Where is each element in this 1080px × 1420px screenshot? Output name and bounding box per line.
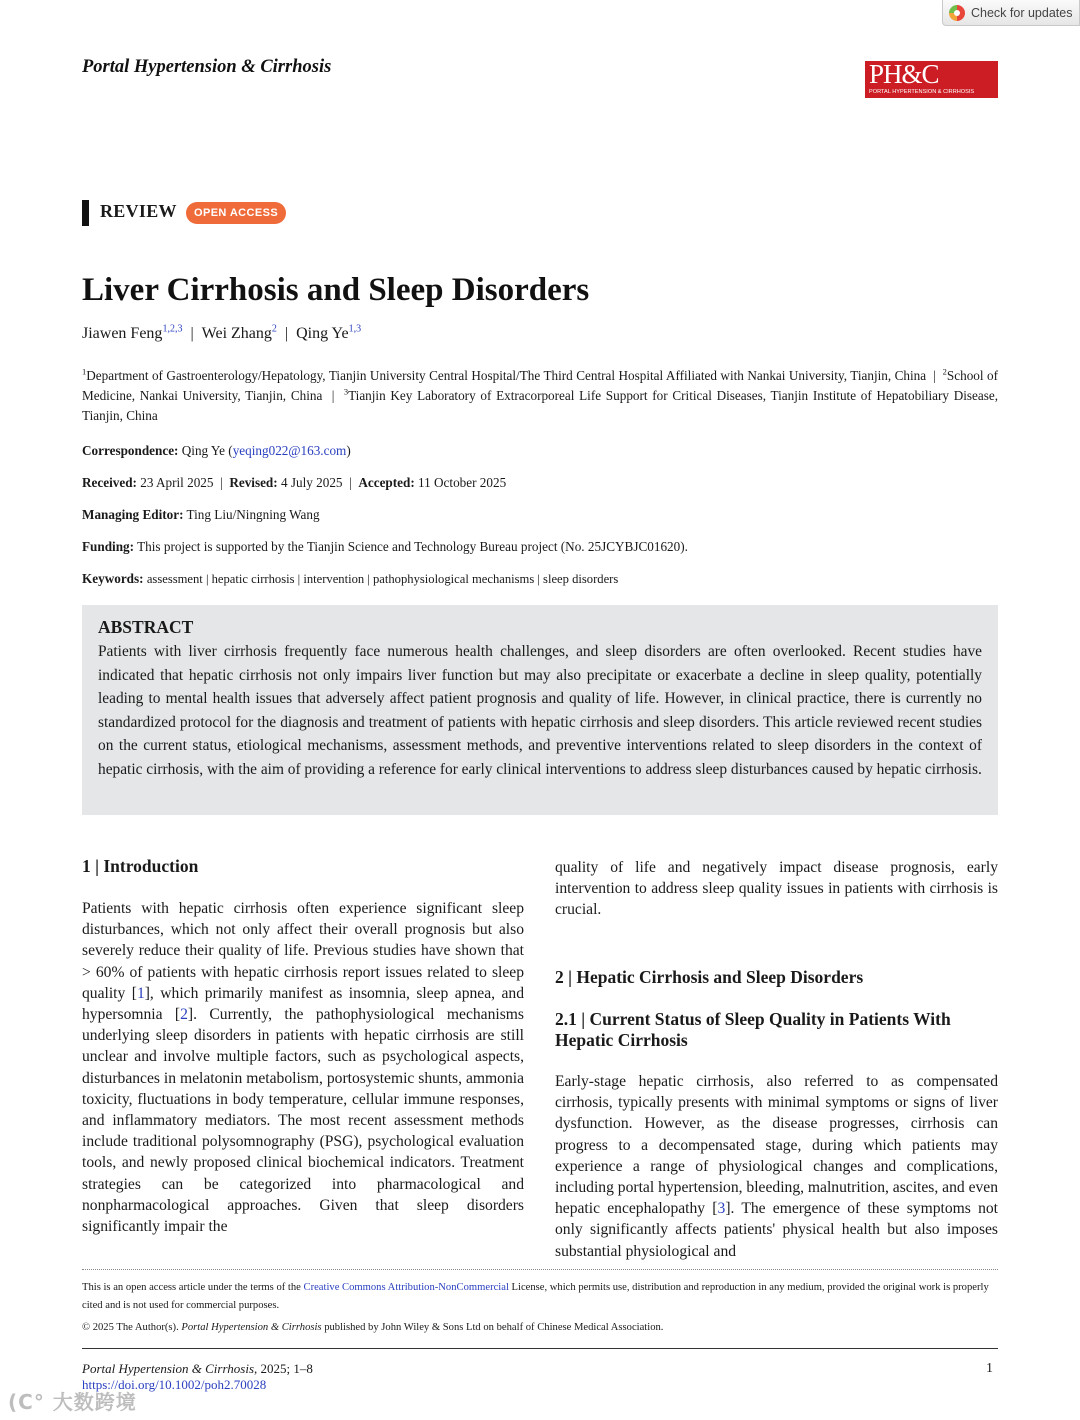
author-list [82, 325, 361, 343]
reference-link[interactable]: 1 [136, 984, 145, 1002]
license-note [82, 1279, 998, 1315]
author-name[interactable]: Qing Ye [296, 325, 349, 342]
paragraph-text: Patients with hepatic cirrhosis often experience significant sleep disturbances, which not only affect their overall prognosis but also severely reduce their quality of life. Previous studies have shown that > 60% of patients with hepatic cirrhosis report issues related to sleep quality [ [82, 900, 524, 1002]
footnote-divider [82, 1269, 998, 1270]
managing-editor-label: Managing Editor: [82, 507, 184, 522]
author-affiliation[interactable]: 1,2,3 [162, 323, 183, 335]
author-name[interactable]: Jiawen Feng [82, 325, 163, 342]
section-2-heading: 2 | Hepatic Cirrhosis and Sleep Disorders [555, 967, 864, 987]
keywords-label: Keywords: [82, 571, 144, 586]
abstract-box [82, 605, 998, 815]
article-type: REVIEW [100, 201, 177, 221]
section-1-body [82, 898, 524, 1237]
article-title: Liver Cirrhosis and Sleep Disorders [82, 272, 590, 308]
revised-date: 4 July 2025 [280, 475, 343, 490]
keywords [82, 571, 618, 587]
section-1-continuation [555, 857, 998, 921]
managing-editor [82, 507, 320, 523]
affiliation-1: Department of Gastroenterology/Hepatology, Tianjin University Central Hospital/The Third Central Hospital Affiliated with Nankai University, Tianjin, China [86, 368, 927, 383]
doi-link[interactable]: https://doi.org/10.1002/poh2.70028 [82, 1377, 267, 1392]
section-1-heading: 1 | Introduction [82, 856, 199, 876]
received-label: Received: [82, 475, 137, 490]
paragraph-text: quality of life and negatively impact disease prognosis, early intervention to address sleep quality issues in patients with cirrhosis is crucial. [555, 859, 998, 919]
abstract-heading: ABSTRACT [98, 617, 194, 637]
author-affiliation[interactable]: 1,3 [348, 323, 362, 335]
paragraph-text: Early-stage hepatic cirrhosis, also referred to as compensated cirrhosis, typically presents with minimal symptoms or signs of liver dysfunction. However, as the disease progresses, cirrhosis can progress to a decompensated stage, during which patients may experience a range of physiological changes and complications, including portal hypertension, bleeding, malnutrition, ascites, and even hepatic encephalopathy [ [555, 1073, 999, 1218]
check-for-updates-button[interactable] [942, 0, 1080, 26]
received-date: 23 April 2025 [140, 475, 214, 490]
author-separator: | [284, 325, 289, 342]
logo-subtext: PORTAL HYPERTENSION & CIRRHOSIS [869, 89, 975, 95]
revised-label: Revised: [229, 475, 278, 490]
funding-value: This project is supported by the Tianjin Science and Technology Bureau project (No. 25JCYBJC01620). [137, 539, 688, 554]
footer-citation [82, 1361, 313, 1377]
keywords-value: assessment | hepatic cirrhosis | intervention | pathophysiological mechanisms | sleep disorders [146, 572, 619, 586]
paragraph-text: ]. Currently, the pathophysiological mechanisms underlying sleep disorders in patients with hepatic cirrhosis are still unclear and involve multiple factors, such as psychological aspects, disturbances in melatonin metabolism, portosystemic shunts, ammonia toxicity, fluctuations in body temperature, cellular immune responses, and inflammatory mediators. The most recent assessment methods include traditional polysomnography (PSG), psychological evaluation tools, and newly proposed clinical biochemical indicators. Treatment strategies can be categorized into pharmacological and nonpharmacological approaches. Given that sleep disorders significantly impair the [82, 1006, 524, 1236]
copyright-text: © 2025 The Author(s). [82, 1322, 182, 1333]
affiliation-number: 1 [82, 366, 87, 377]
footer-volume: , 2025; 1–8 [254, 1361, 313, 1376]
paragraph [82, 898, 524, 1237]
journal-logo [865, 61, 998, 98]
correspondence-name: Qing Ye [181, 443, 225, 458]
reference-link[interactable]: 3 [717, 1200, 726, 1218]
page-number: 1 [986, 1361, 993, 1376]
paragraph-text: ]. The emergence of these symptoms not only significantly affects patients' physical health but also imposes substantial physiological and [555, 1200, 998, 1260]
footer-divider [82, 1348, 998, 1349]
abstract-text: Patients with liver cirrhosis frequently face numerous health challenges, and sleep disorders are often overlooked. Recent studies have indicated that hepatic cirrhosis not only impairs liver function but may also precipitate or exacerbate a decline in sleep quality, potentially leading to mental health issues that adversely affect patient prognosis and quality of life. However, in clinical practice, there is currently no standardized protocol for the diagnosis and treatment of patients with hepatic cirrhosis and sleep disorders. This article reviewed recent studies on the current status, etiological mechanisms, assessment methods, and preventive interventions related to sleep disorders in the context of hepatic cirrhosis, with the aim of providing a reference for early clinical interventions to address sleep disturbances caused by hepatic cirrhosis. [98, 643, 982, 778]
author-affiliation[interactable]: 2 [271, 323, 277, 335]
affiliation-3: Tianjin Key Laboratory of Extracorporeal Life Support for Critical Diseases, Tianjin Institute of Hepatobiliary Disease, Tianjin, China [82, 388, 999, 423]
accepted-date: 11 October 2025 [418, 475, 507, 490]
copyright-note [82, 1319, 998, 1337]
correspondence-label: Correspondence: [82, 443, 179, 458]
license-text: License, which permits use, distribution and reproduction in any medium, provided the original work is properly cited and is not used for commercial purposes. [82, 1282, 989, 1311]
copyright-text: published by John Wiley & Sons Ltd on behalf of Chinese Medical Association. [321, 1322, 664, 1333]
crossmark-icon [949, 5, 965, 21]
managing-editor-value: Ting Liu/Ningning Wang [186, 507, 320, 522]
reference-link[interactable]: 2 [180, 1006, 188, 1024]
author-separator: | [190, 325, 194, 342]
paragraph [555, 1071, 998, 1262]
section-2-1-body [555, 1071, 998, 1262]
section-2-1-heading: 2.1 | Current Status of Sleep Quality in Patients With Hepatic Cirrhosis [555, 1009, 951, 1050]
affiliation-2: School of Medicine, Nankai University, Tianjin, China [82, 368, 999, 403]
author-name[interactable]: Wei Zhang [201, 325, 272, 342]
footer-journal: Portal Hypertension & Cirrhosis [82, 1361, 255, 1376]
check-for-updates-label: Check for updates [971, 5, 1073, 20]
affiliations: $^1$Department of Gastroenterology/Hepatology, Tianjin University Central Hospital/The Third Central Hospital Affiliated with Nankai University, Tianjin, China | $^2$School of Medicine, Nankai University, Tianjin, China | $^3$Tianjin Key Laboratory of Extracorporeal Life Support for Critical Diseases, Tianjin Institute of Hepatobiliary Disease, Tianjin, China [82, 366, 999, 423]
license-link[interactable]: Creative Commons Attribution-NonCommercial [303, 1282, 509, 1293]
watermark: (C° 大数跨境 [8, 1390, 137, 1414]
journal-name: Portal Hypertension & Cirrhosis [82, 57, 332, 77]
affiliation-number: 3 [343, 386, 349, 397]
copyright-journal: Portal Hypertension & Cirrhosis [181, 1322, 322, 1333]
affiliation-number: 2 [942, 366, 947, 377]
open-access-badge: OPEN ACCESS [186, 202, 286, 224]
accepted-label: Accepted: [358, 475, 415, 490]
article-dates: Received: 23 April 2025 | Revised: 4 July 2025 | Accepted: 11 October 2025 [82, 475, 507, 490]
logo-text: PH&C [869, 59, 939, 89]
correspondence-email-link[interactable]: yeqing022@163.com [232, 443, 347, 458]
funding-label: Funding: [82, 539, 135, 554]
funding [82, 539, 688, 555]
license-text: This is an open access article under the terms of the [82, 1282, 304, 1293]
paragraph-text: ], which primarily manifest as insomnia, sleep apnea, and hypersomnia [ [82, 984, 524, 1024]
correspondence: Correspondence: Qing Ye (yeqing022@163.com) [82, 443, 351, 458]
review-marker [82, 200, 89, 226]
